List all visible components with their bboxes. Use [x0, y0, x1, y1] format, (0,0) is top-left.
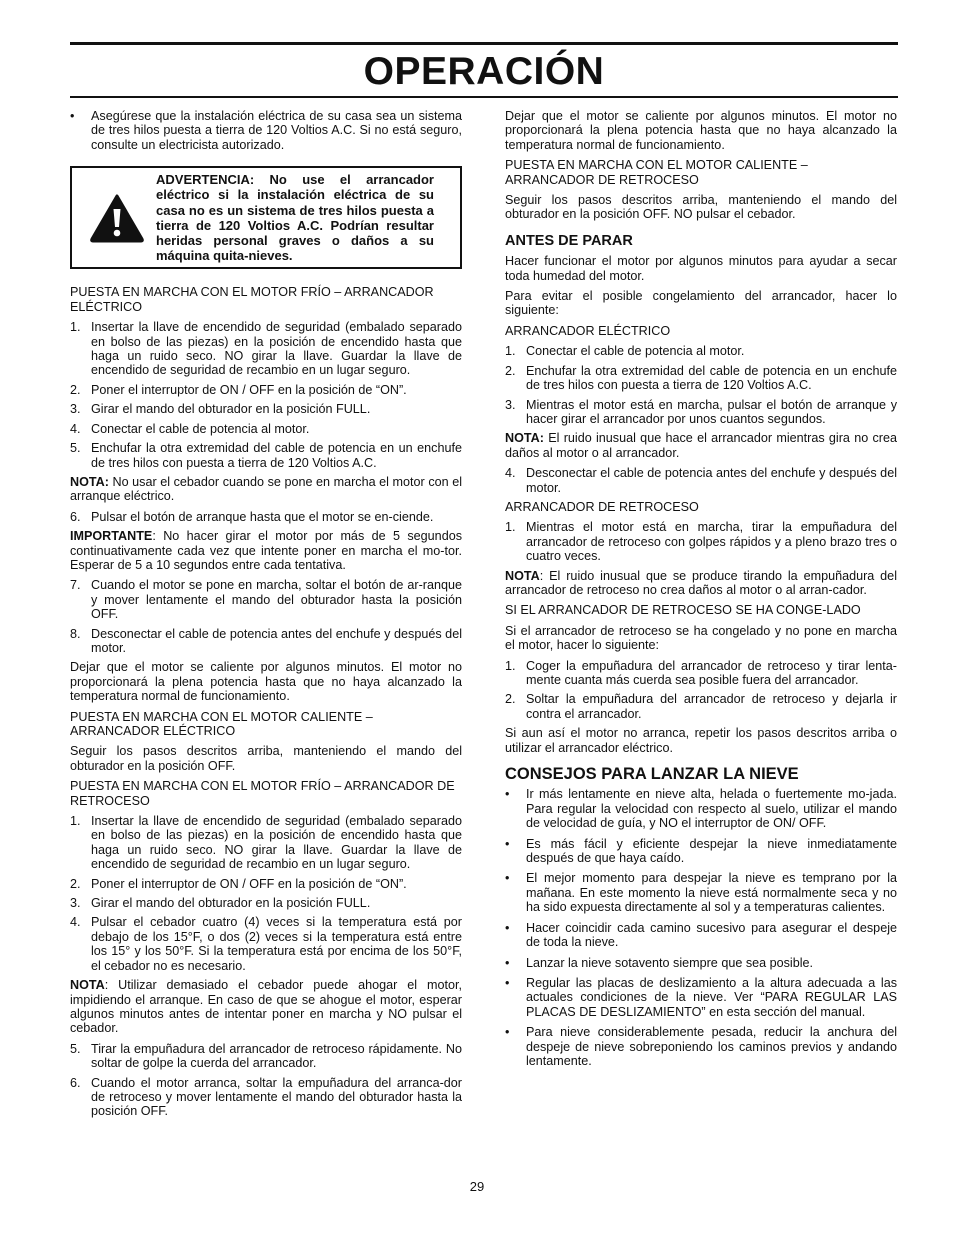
list-item: 4. Conectar el cable de potencia al motor.: [70, 421, 310, 436]
page-title: OPERACIÓN: [363, 50, 605, 93]
list-item: 2. Poner el interruptor de ON / OFF en la posición de “ON”.: [70, 382, 407, 397]
note: NOTA: El ruido inusual que hace el arrancador mientras gira no crea daños al motor o al arrancador.: [505, 431, 897, 460]
warning-text: ADVERTENCIA: No use el arrancador eléctrico si la instalación eléctrica de su casa no es un sistema de tres hilos puesta a tierra de 120 Voltios A.C. Podrían resultar heridas personal graves o daños a su máquina quita-nieves.: [156, 172, 434, 264]
list-item: • Hacer coincidir cada camino sucesivo para asegurar el despeje de toda la nieve.: [505, 920, 897, 950]
paragraph: Hacer funcionar el motor por algunos minutos para ayudar a secar toda humedad del motor.: [505, 254, 897, 283]
left-column: [70, 109, 462, 1124]
section-heading: PUESTA EN MARCHA CON EL MOTOR CALIENTE – ARRANCADOR DE RETROCESO: [505, 158, 808, 187]
note: NOTA: No usar el cebador cuando se pone en marcha el motor con el arranque eléctrico.: [70, 474, 462, 504]
warning-triangle-icon: [78, 193, 156, 243]
list-item: 1. Conectar el cable de potencia al motor.: [505, 344, 745, 359]
important-note: IMPORTANTE: No hacer girar el motor por más de 5 segundos continuativamente cada vez que intente poner en marcha el mo-tor. Esperar de 5 a 10 segundos entre cada tentativa.: [70, 529, 462, 572]
paragraph: Para evitar el posible congelamiento del arrancador, hacer lo siguiente:: [505, 289, 897, 318]
page-number: 29: [469, 1179, 485, 1194]
section-heading: SI EL ARRANCADOR DE RETROCESO SE HA CONGE-LADO: [505, 603, 861, 618]
paragraph: Dejar que el motor se caliente por algunos minutos. El motor no proporcionará la plena potencia hasta que no haya alcanzado la temperatura normal de funcionamiento.: [70, 660, 462, 704]
list-item: 6. Pulsar el botón de arranque hasta que el motor se en-ciende.: [70, 509, 434, 524]
list-item: 2. Poner el interruptor de ON / OFF en la posición de “ON”.: [70, 876, 407, 891]
section-title-antes-de-parar: ANTES DE PARAR: [505, 232, 633, 249]
list-item: • Para nieve considerablemente pesada, reducir la anchura del despeje de nieve sobreponiendo los caminos previos y andando lentamente.: [505, 1025, 897, 1068]
section-heading: PUESTA EN MARCHA CON EL MOTOR FRÍO – ARRANCADOR ELÉCTRICO: [70, 285, 434, 314]
paragraph: Seguir los pasos descritos arriba, manteniendo el mando del obturador en la posición OFF. NO pulsar el cebador.: [505, 193, 897, 222]
list-item: • Es más fácil y eficiente despejar la nieve inmediatamente después de que haya caído.: [505, 836, 897, 866]
list-item: 3. Girar el mando del obturador en la posición FULL.: [70, 402, 371, 417]
list-item: 3. Mientras el motor está en marcha, pulsar el botón de arranque y hacer girar el arrancador por unos cuantos segundos.: [505, 397, 897, 426]
section-title-consejos: CONSEJOS PARA LANZAR LA NIEVE: [505, 765, 799, 784]
header-rule-top: [70, 42, 898, 45]
list-item: • El mejor momento para despejar la nieve es temprano por la mañana. En este momento la nieve está normalmente seca y no ha sido expuesta directamente al sol y a temperaturas calientes.: [505, 871, 897, 915]
list-item: 1. Mientras el motor está en marcha, tirar la empuñadura del arrancador de retroceso con golpes rápidos y a pleno brazo tres o cuatro veces.: [505, 520, 897, 564]
paragraph: Dejar que el motor se caliente por algunos minutos. El motor no proporcionará la plena potencia hasta que no haya alcanzado la temperatura normal de funcionamiento.: [505, 109, 897, 152]
list-item: 1. Insertar la llave de encendido de seguridad (embalado separado en bolso de las piezas) en la posición de encendido hasta que haga un ruido seco. NO girar la llave. Guardar la llave de encendido de seguridad de recambio en un lugar seguro.: [70, 320, 462, 378]
section-heading: ARRANCADOR ELÉCTRICO: [505, 323, 671, 338]
list-item: • Lanzar la nieve sotavento siempre que sea posible.: [505, 955, 814, 970]
list-item: • Ir más lentamente en nieve alta, helada o fuertemente mo-jada. Para regular la velocidad con respecto al suelo, utilizar el mando de velocidad de guía, y NO el interruptor de ON/ OFF.: [505, 787, 897, 831]
list-item: 2. Soltar la empuñadura del arrancador de retroceso y dejarla ir contra el arrancador.: [505, 692, 897, 721]
intro-bullet: • Asegúrese que la instalación eléctrica de su casa sea un sistema de tres hilos puesta a tierra de 120 Voltios A.C. Si no está seguro, consulte un electricista autorizado.: [70, 109, 462, 152]
list-item: 3. Girar el mando del obturador en la posición FULL.: [70, 896, 371, 911]
section-heading: ARRANCADOR DE RETROCESO: [505, 499, 699, 514]
warning-box: [70, 166, 462, 269]
list-item: 6. Cuando el motor arranca, soltar la empuñadura del arranca-dor de retroceso y mover lentamente el mando del obturador hasta la posición OFF.: [70, 1075, 462, 1119]
list-item: • Regular las placas de deslizamiento a la altura adecuada a las actuales condiciones de la nieve. Ver “PARA REGULAR LAS PLACAS DE DESLIZAMIENTO” en esta sección del manual.: [505, 975, 897, 1019]
note: NOTA: Utilizar demasiado el cebador puede ahogar el motor, impidiendo el arranque. En caso de que se ahogue el motor, esperar algunos minutos antes de intentar poner en marcha y NO pulsar el cebador.: [70, 978, 462, 1036]
list-item: 7. Cuando el motor se pone en marcha, soltar el botón de ar-ranque y mover lentamente el mando del obturador hasta la posición OFF.: [70, 578, 462, 622]
list-item: 4. Pulsar el cebador cuatro (4) veces si la temperatura está por debajo de los 15°F, o dos (2) veces si la temperatura está entre los 15° y los 50°F. Si la temperatura está por encima de los 50°F, el cebador no es necesario.: [70, 915, 462, 973]
paragraph: Si aun así el motor no arranca, repetir los pasos descritos arriba o utilizar el arrancador eléctrico.: [505, 726, 897, 755]
list-item: 2. Enchufar la otra extremidad del cable de potencia en un enchufe de tres hilos con puesta a tierra de 120 Voltios A.C.: [505, 363, 897, 393]
list-item: 5. Tirar la empuñadura del arrancador de retroceso rápidamente. No soltar de golpe la cuerda del arrancador.: [70, 1041, 462, 1071]
paragraph: Si el arrancador de retroceso se ha congelado y no pone en marcha el motor, hacer lo siguiente:: [505, 623, 897, 653]
section-heading: PUESTA EN MARCHA CON EL MOTOR CALIENTE – ARRANCADOR ELÉCTRICO: [70, 709, 373, 738]
right-column: [505, 109, 897, 1074]
list-item: 1. Insertar la llave de encendido de seguridad (embalado separado en bolso de las piezas) en la posición de encendido hasta que haga un ruido seco. NO girar la llave. Guardar la llave de encendido de seguridad de recambio en un lugar seguro.: [70, 814, 462, 872]
list-item: 5. Enchufar la otra extremidad del cable de potencia en un enchufe de tres hilos con puesta a tierra de 120 Voltios A.C.: [70, 441, 462, 470]
list-item: 1. Coger la empuñadura del arrancador de retroceso y tirar lenta-mente cuanta más cuerda sea posible fuera del arrancador.: [505, 658, 897, 687]
header-rule-bottom: [70, 96, 898, 98]
list-item: 8. Desconectar el cable de potencia antes del enchufe y después del motor.: [70, 626, 462, 655]
paragraph: Seguir los pasos descritos arriba, manteniendo el mando del obturador en la posición OFF.: [70, 744, 462, 773]
note: NOTA: El ruido inusual que se produce tirando la empuñadura del arrancador de retroceso no crea daños al motor o al arran-cador.: [505, 568, 897, 597]
section-heading: PUESTA EN MARCHA CON EL MOTOR FRÍO – ARRANCADOR DE RETROCESO: [70, 779, 455, 808]
list-item: 4. Desconectar el cable de potencia antes del enchufe y después del motor.: [505, 466, 897, 495]
